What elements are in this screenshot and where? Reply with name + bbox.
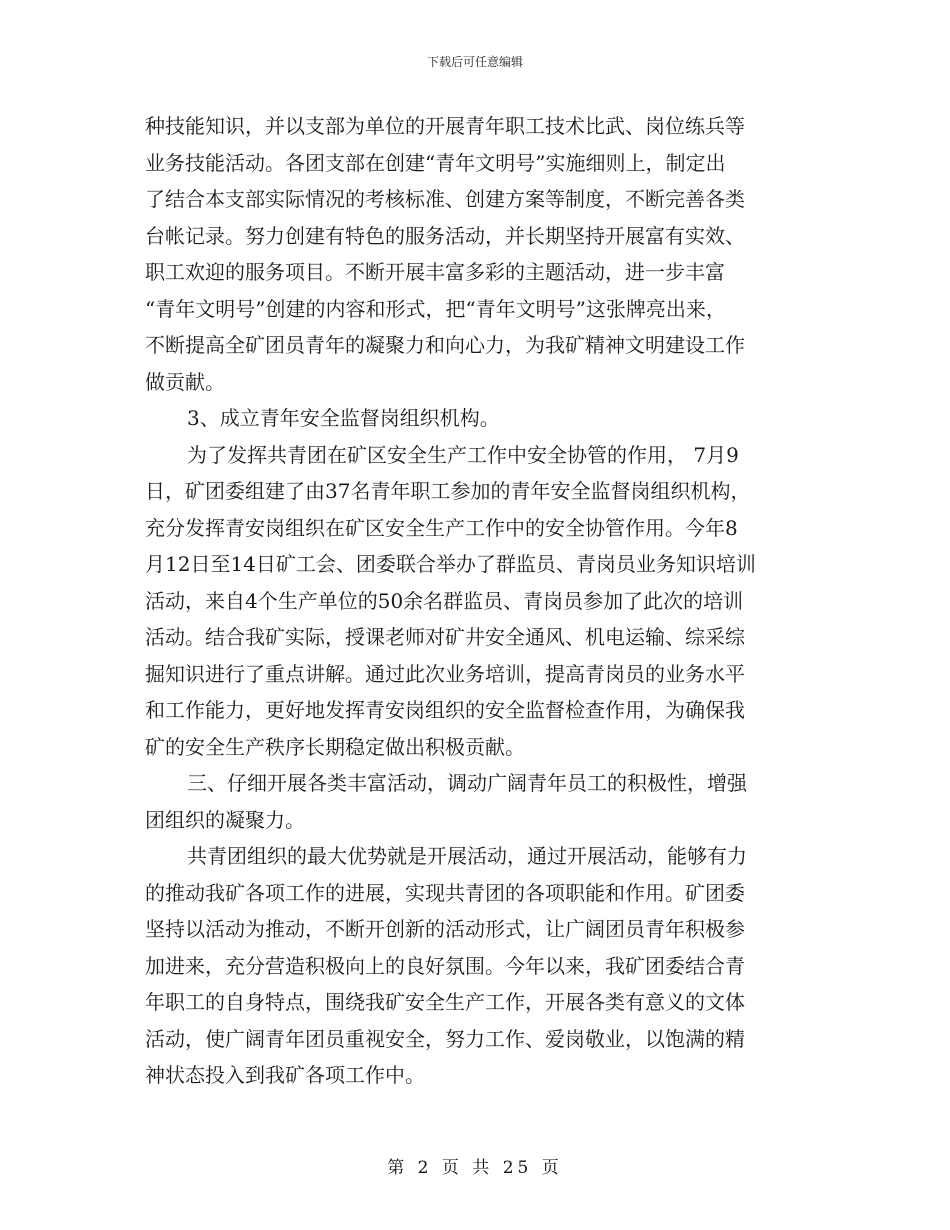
text-line: “青年文明号”创建的内容和形式，把“青年文明号”这张牌亮出来， <box>145 296 726 321</box>
text-line: 职工欢迎的服务项目。不断开展丰富多彩的主题活动，进一步丰富 <box>145 260 725 284</box>
text-line: 加进来，充分营造积极向上的良好氛围。今年以来，我矿团委结合青 <box>145 953 745 978</box>
text-line: 矿的安全生产秩序长期稳定做出积极贡献。 <box>145 734 525 759</box>
section-heading: 三、仔细开展各类丰富活动，调动广阔青年员工的积极性，增强 <box>187 771 747 795</box>
text-line: 的推动我矿各项工作的进展，实现共青团的各项职能和作用。矿团委 <box>145 880 745 905</box>
document-body <box>145 108 813 1094</box>
text-line: 为了发挥共青团在矿区安全生产工作中安全协管的作用， 7月9 <box>187 442 739 467</box>
page-number: 第 2 页 共 25 页 <box>387 1158 563 1178</box>
text-line: 月12日至14日矿工会、团委联合举办了群监员、青岗员业务知识培训 <box>145 552 756 576</box>
text-line: 坚持以活动为推动，不断开创新的活动形式，让广阔团员青年积极参 <box>145 917 745 941</box>
text-line: 种技能知识，并以支部为单位的开展青年职工技术比武、岗位练兵等 <box>145 114 745 138</box>
text-line: 了结合本支部实际情况的考核标准、创建方案等制度，不断完善各类 <box>145 187 745 211</box>
text-line: 神状态投入到我矿各项工作中。 <box>145 1063 425 1087</box>
text-line: 年职工的自身特点，围绕我矿安全生产工作，开展各类有意义的文体 <box>145 990 745 1014</box>
text-line: 做贡献。 <box>145 369 225 394</box>
section-heading: 3、成立青年安全监督岗组织机构。 <box>187 406 500 430</box>
text-line: 活动，使广阔青年团员重视安全，努力工作、爱岗敬业，以饱满的精 <box>145 1026 745 1051</box>
text-line: 活动。结合我矿实际，授课老师对矿井安全通风、机电运输、综采综 <box>145 625 745 649</box>
text-line: 台帐记录。努力创建有特色的服务活动，并长期坚持开展富有实效、 <box>145 223 745 248</box>
text-line: 掘知识进行了重点讲解。通过此次业务培训，提高青岗员的业务水平 <box>145 661 745 686</box>
text-line: 业务技能活动。各团支部在创建“青年文明号”实施细则上，制定出 <box>145 150 726 175</box>
text-line: 和工作能力，更好地发挥青安岗组织的安全监督检查作用，为确保我 <box>145 698 745 722</box>
text-line: 共青团组织的最大优势就是开展活动，通过开展活动，能够有力 <box>187 844 747 868</box>
text-line: 日，矿团委组建了由37名青年职工参加的青年安全监督岗组织机构， <box>145 479 751 503</box>
page-header: 下载后可任意编辑 <box>426 55 523 69</box>
text-line: 充分发挥青安岗组织在矿区安全生产工作中的安全协管作用。今年8 <box>145 515 738 540</box>
section-heading-continued: 团组织的凝聚力。 <box>145 807 305 832</box>
text-line: 活动，来自4个生产单位的50余名群监员、青岗员参加了此次的培训 <box>145 588 744 613</box>
text-line: 不断提高全矿团员青年的凝聚力和向心力，为我矿精神文明建设工作 <box>145 333 745 357</box>
